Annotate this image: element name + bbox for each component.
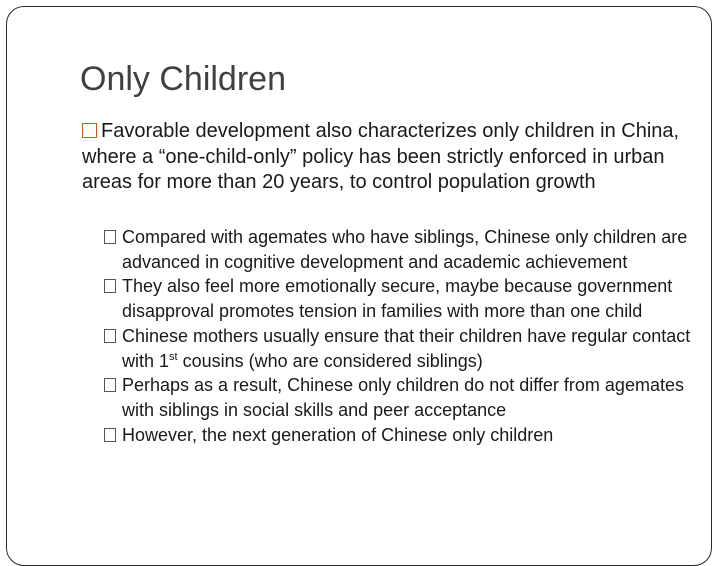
bullet-box-icon <box>104 230 116 244</box>
superscript-st: st <box>169 350 178 363</box>
sub-bullet-text: Perhaps as a result, Chinese only children do not differ from agemates with siblings in social skills and peer acceptance <box>122 375 684 420</box>
sub-bullet <box>104 373 694 422</box>
main-bullet-text: Favorable development also characterizes only children in China, where a “one-child-only” policy has been strictly enforced in urban areas for more than 20 years, to control population growth <box>82 120 680 193</box>
slide-title: Only Children <box>80 60 286 98</box>
sub-bullet-text-pre: Chinese mothers usually ensure that their children have regular contact with 1 <box>122 325 691 371</box>
sub-bullet-list <box>104 225 694 447</box>
bullet-box-icon <box>104 329 116 343</box>
sub-bullet-text-post: cousins (who are considered siblings) <box>177 350 483 371</box>
sub-bullet <box>104 225 694 274</box>
bullet-square-icon <box>82 123 97 138</box>
sub-bullet <box>104 423 694 448</box>
main-bullet <box>82 119 682 196</box>
sub-bullet-text: Compared with agemates who have siblings, Chinese only children are advanced in cognitive development and academic achievement <box>122 227 688 272</box>
sub-bullet <box>104 274 694 323</box>
sub-bullet-text: They also feel more emotionally secure, maybe because government disapproval promotes tension in families with more than one child <box>122 276 673 322</box>
bullet-box-icon <box>104 279 116 293</box>
bullet-box-icon <box>104 428 116 442</box>
bullet-box-icon <box>104 378 116 392</box>
sub-bullet-text: However, the next generation of Chinese only children <box>122 424 554 445</box>
sub-bullet <box>104 324 694 373</box>
